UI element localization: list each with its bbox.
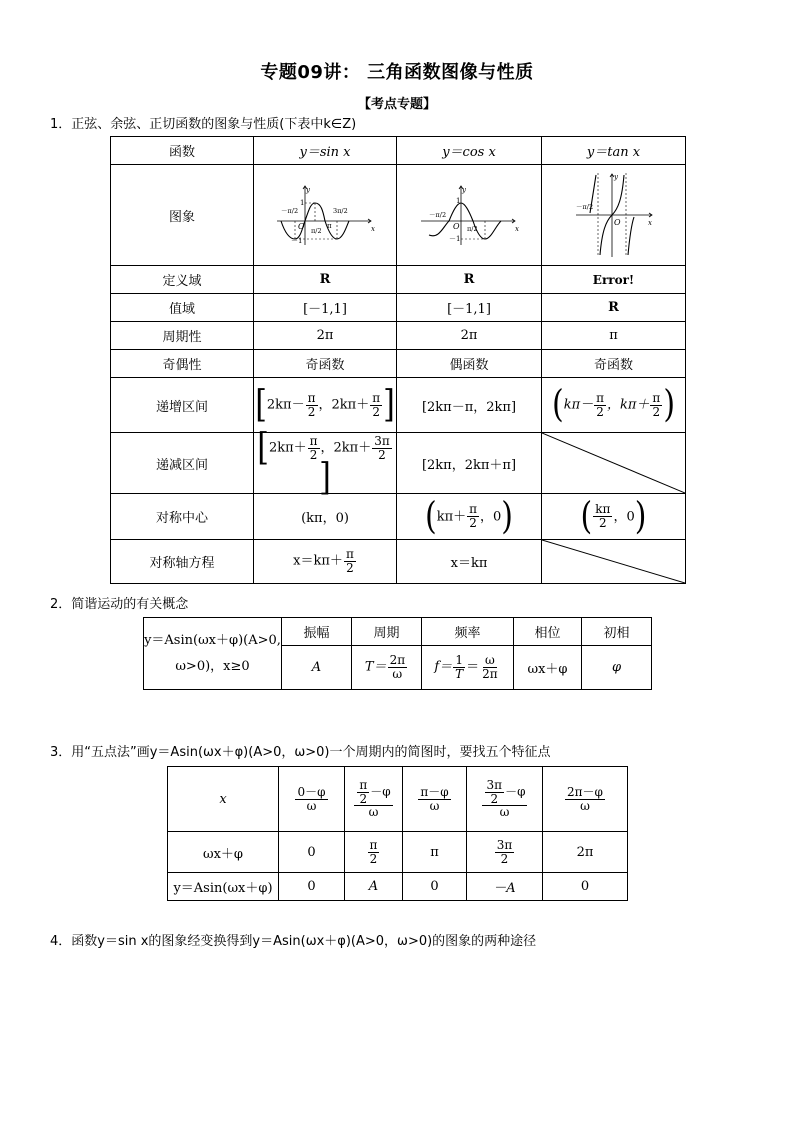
wx-value-4: 2π xyxy=(543,832,628,873)
page-subtitle: 【考点专题】 xyxy=(357,97,436,112)
tan-graph-cell xyxy=(542,165,686,266)
sin-domain: R xyxy=(254,266,397,294)
y-value-4: 0 xyxy=(543,873,628,901)
sin-axis: x＝kπ＋ $\frac{\pi}{2}$ xyxy=(254,540,397,584)
sin-graph-x-label: x xyxy=(371,225,375,233)
trig-properties-table xyxy=(110,136,686,584)
header-frequency: 频率 xyxy=(422,618,514,646)
sin-graph-cell xyxy=(254,165,397,266)
cos-graph-neg-one: －1 xyxy=(449,235,461,243)
section-3-heading: 3．用“五点法”画y＝Asin(ωx＋φ)(A>0，ω>0)一个周期内的简图时，要找五个特征点 xyxy=(50,745,551,760)
tan-domain: Error! xyxy=(542,266,686,294)
tan-axis-empty xyxy=(542,540,686,584)
x-value-3: $\frac{3\pi}{2}$ －φ ω xyxy=(467,767,543,832)
sin-graph-y-label: y xyxy=(306,186,310,194)
row-label-period: 周期性 xyxy=(111,322,254,350)
sin-graph-one: 1 xyxy=(300,199,305,207)
row-label-axis: 对称轴方程 xyxy=(111,540,254,584)
x-value-4: $\frac{2\pi-\varphi}{\omega}$ xyxy=(543,767,628,832)
y-value-0: 0 xyxy=(279,873,345,901)
tan-range: R xyxy=(542,294,686,322)
row-label-y: y＝Asin(ωx＋φ) xyxy=(168,873,279,901)
cos-center: (kπ＋ $\frac{\pi}{2}$ ，0) xyxy=(397,494,542,540)
sin-center: (kπ，0) xyxy=(254,494,397,540)
header-phase: 相位 xyxy=(514,618,582,646)
tan-graph-origin: O xyxy=(613,218,621,227)
five-point-table xyxy=(167,766,628,901)
sin-graph-neg-pi-half: －π/2 xyxy=(281,207,299,215)
cos-axis: x＝kπ xyxy=(397,540,542,584)
wx-value-2: π xyxy=(403,832,467,873)
sin-decreasing: [2kπ＋ $\frac{\pi}{2}$ ，2kπ＋ $\frac{3\pi}{2}$ ] xyxy=(254,433,397,494)
y-value-3: －A xyxy=(467,873,543,901)
cos-domain: R xyxy=(397,266,542,294)
phase-value: ωx＋φ xyxy=(514,646,582,690)
row-label-decreasing: 递减区间 xyxy=(111,433,254,494)
tan-parity: 奇函数 xyxy=(542,350,686,378)
sin-increasing: [2kπ－ $\frac{\pi}{2}$ ，2kπ＋ $\frac{\pi}{2}$ ] xyxy=(254,378,397,433)
cos-graph-cell xyxy=(397,165,542,266)
sin-graph-pi-half: π/2 xyxy=(311,227,322,235)
tan-increasing: (kπ－ $\frac{\pi}{2}$ ，kπ＋ $\frac{\pi}{2}$ ) xyxy=(542,378,686,433)
cos-range: [－1,1] xyxy=(397,294,542,322)
header-amplitude: 振幅 xyxy=(282,618,352,646)
cos-graph-origin: O xyxy=(453,222,460,231)
cos-graph-x-label: x xyxy=(515,225,519,233)
row-label-center: 对称中心 xyxy=(111,494,254,540)
cos-increasing: [2kπ－π，2kπ] xyxy=(397,378,542,433)
row-label-x: x xyxy=(168,767,279,832)
x-value-0: $\frac{0-\varphi}{\omega}$ xyxy=(279,767,345,832)
harmonic-motion-table xyxy=(143,617,652,690)
y-value-2: 0 xyxy=(403,873,467,901)
cos-graph-y-label: y xyxy=(462,186,466,194)
section-4-heading: 4．函数y＝sin x的图象经变换得到y＝Asin(ωx＋φ)(A>0，ω>0)的图象的两种途径 xyxy=(50,934,537,949)
section-2-heading: 2．简谐运动的有关概念 xyxy=(50,597,189,612)
tan-period: π xyxy=(542,322,686,350)
row-label-wx: ωx＋φ xyxy=(168,832,279,873)
header-sin: y＝sin x xyxy=(254,137,397,165)
row-label-domain: 定义域 xyxy=(111,266,254,294)
tan-decreasing-empty xyxy=(542,433,686,494)
cos-graph-pi-half: π/2 xyxy=(467,225,478,233)
x-value-2: $\frac{\pi-\varphi}{\omega}$ xyxy=(403,767,467,832)
sin-graph-origin: O xyxy=(298,222,305,231)
header-function: 函数 xyxy=(111,137,254,165)
cos-period: 2π xyxy=(397,322,542,350)
sin-graph-neg-one: －1 xyxy=(291,237,303,245)
wx-value-0: 0 xyxy=(279,832,345,873)
header-initial-phase: 初相 xyxy=(582,618,652,646)
cos-graph-one: 1 xyxy=(456,197,461,205)
section-1-heading: 1．正弦、余弦、正切函数的图象与性质(下表中k∈Z) xyxy=(50,117,357,132)
sin-graph-three-pi-half: 3π/2 xyxy=(333,207,348,215)
header-period: 周期 xyxy=(352,618,422,646)
cos-graph xyxy=(417,181,521,249)
row-label-range: 值域 xyxy=(111,294,254,322)
tan-graph-y-label: y xyxy=(613,173,618,181)
header-cos: y＝cos x xyxy=(397,137,542,165)
sin-parity: 奇函数 xyxy=(254,350,397,378)
amplitude-value: A xyxy=(282,646,352,690)
sin-range: [－1,1] xyxy=(254,294,397,322)
cos-decreasing: [2kπ，2kπ＋π] xyxy=(397,433,542,494)
header-tan: y＝tan x xyxy=(542,137,686,165)
sin-graph xyxy=(273,181,377,249)
row-label-graph: 图象 xyxy=(111,165,254,266)
y-value-1: A xyxy=(345,873,403,901)
wx-value-1: $\frac{\pi}{2}$ xyxy=(345,832,403,873)
page-title: 专题09讲： 三角函数图像与性质 xyxy=(260,62,534,83)
harmonic-formula: y＝Asin(ωx＋φ)(A>0, ω>0)，x≥0 xyxy=(144,618,282,690)
tan-center: ( $\frac{k\pi}{2}$ ，0) xyxy=(542,494,686,540)
wx-value-3: $\frac{3\pi}{2}$ xyxy=(467,832,543,873)
frequency-value: f＝ $\frac{1}{T}$ ＝ $\frac{\omega}{2\pi}$ xyxy=(422,646,514,690)
x-value-1: $\frac{\pi}{2}$ －φ ω xyxy=(345,767,403,832)
tan-graph-neg-pi-half: －π/2 xyxy=(575,203,593,211)
cos-parity: 偶函数 xyxy=(397,350,542,378)
sin-graph-pi: π xyxy=(327,222,332,230)
initial-phase-value: φ xyxy=(582,646,652,690)
row-label-increasing: 递增区间 xyxy=(111,378,254,433)
tan-graph xyxy=(572,171,656,259)
tan-graph-x-label: x xyxy=(647,219,652,227)
cos-graph-neg-pi-half: －π/2 xyxy=(429,211,447,219)
row-label-parity: 奇偶性 xyxy=(111,350,254,378)
sin-period: 2π xyxy=(254,322,397,350)
period-value: T＝ $\frac{2\pi}{\omega}$ xyxy=(352,646,422,690)
